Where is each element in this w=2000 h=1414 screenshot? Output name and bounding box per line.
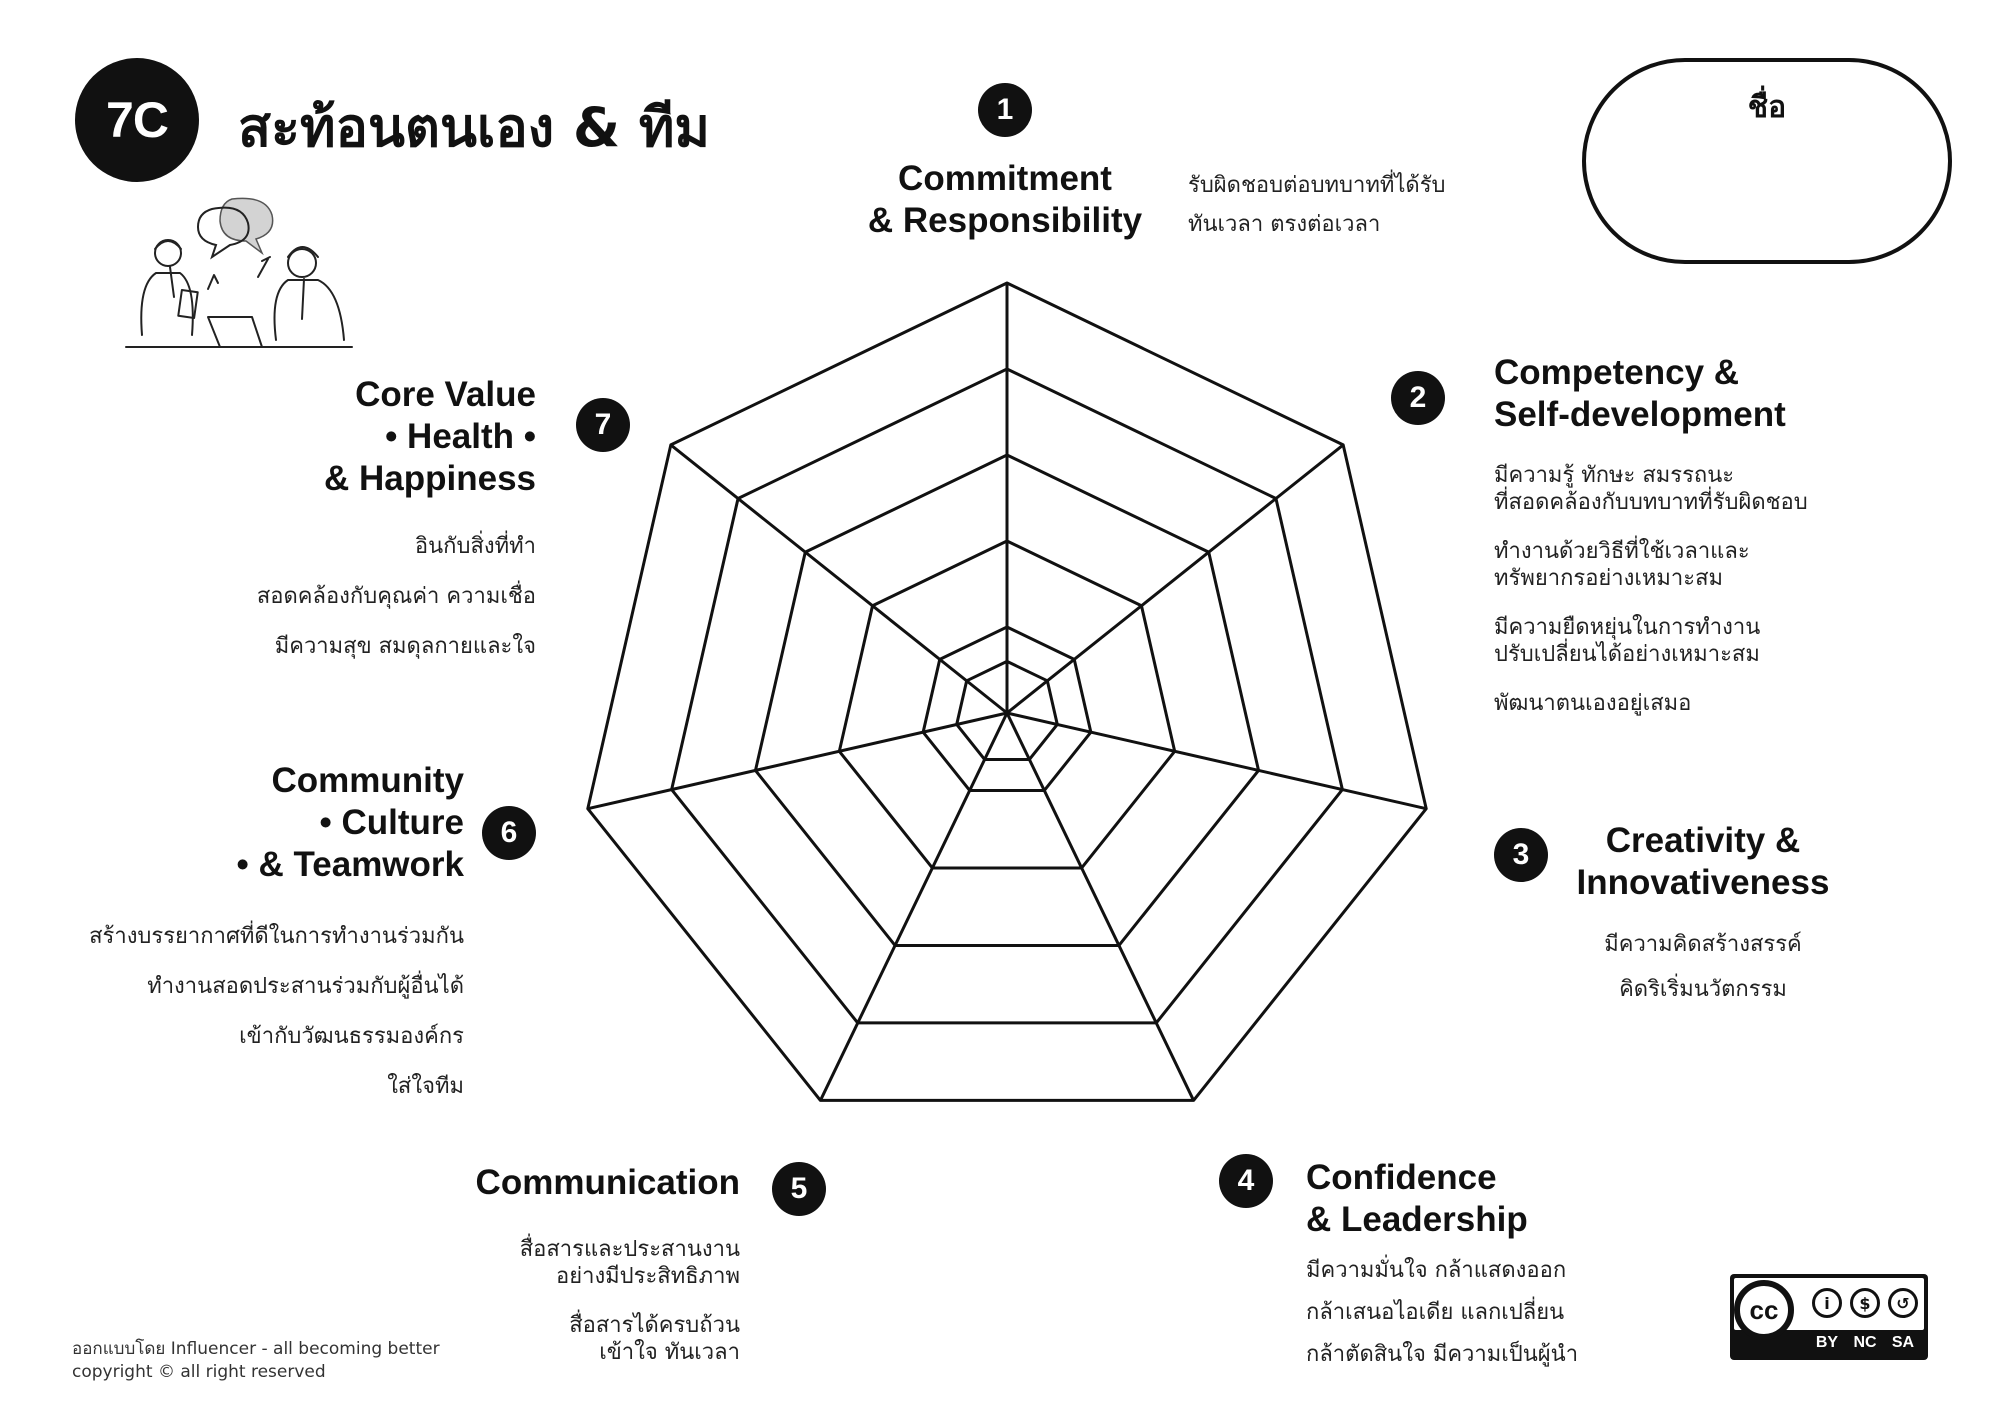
page-title: สะท้อนตนเอง & ทีม bbox=[238, 96, 711, 159]
item-1-number: 1 bbox=[978, 83, 1032, 137]
item-7-desc-line: มีความสุข สมดุลกายและใจ bbox=[274, 634, 536, 659]
radar-spoke bbox=[820, 713, 1007, 1100]
item-2-desc-line: ที่สอดคล้องกับบทบาทที่รับผิดชอบ bbox=[1494, 490, 1808, 515]
item-5-desc-line: อย่างมีประสิทธิภาพ bbox=[555, 1264, 740, 1289]
item-3-title-line: Innovativeness bbox=[1576, 863, 1830, 902]
copyright-line: copyright © all right reserved bbox=[72, 1362, 326, 1382]
item-2-desc-line: ปรับเปลี่ยนได้อย่างเหมาะสม bbox=[1494, 642, 1760, 667]
license-sa-label: SA bbox=[1891, 1334, 1915, 1351]
sa-icon: ↺ bbox=[1888, 1288, 1918, 1318]
item-7-title-line: & Happiness bbox=[324, 459, 536, 498]
item-1-title-line: Commitment bbox=[898, 159, 1112, 198]
item-3-title-line: Creativity & bbox=[1605, 821, 1801, 860]
item-2-desc-line: มีความยืดหยุ่นในการทำงาน bbox=[1494, 615, 1761, 640]
item-6-title-line: Community bbox=[271, 761, 464, 800]
item-6-number: 6 bbox=[482, 806, 536, 860]
item-5-desc-line: สื่อสารได้ครบถ้วน bbox=[569, 1313, 740, 1338]
item-3-desc-line: คิดริเริ่มนวัตกรรม bbox=[1619, 977, 1787, 1002]
item-2-description bbox=[1494, 462, 1808, 717]
item-7-title-line: • Health • bbox=[385, 417, 536, 456]
item-7-title bbox=[236, 374, 536, 500]
item-7-desc-line: สอดคล้องกับคุณค่า ความเชื่อ bbox=[256, 584, 536, 609]
item-6-desc-line: สร้างบรรยากาศที่ดีในการทำงานร่วมกัน bbox=[89, 924, 464, 949]
radar-spoke bbox=[1007, 713, 1194, 1100]
item-6-title bbox=[160, 760, 464, 886]
item-5-desc-line: เข้าใจ ทันเวลา bbox=[599, 1340, 740, 1365]
radar-spoke bbox=[1007, 445, 1343, 713]
cc-logo-icon: cc bbox=[1734, 1280, 1794, 1340]
item-2-title-line: Competency & bbox=[1494, 353, 1740, 392]
radar-spoke bbox=[1007, 713, 1426, 809]
item-4-title-line: & Leadership bbox=[1306, 1200, 1528, 1239]
item-7-title-line: Core Value bbox=[355, 375, 536, 414]
name-label: ชื่อ bbox=[1747, 90, 1787, 125]
item-4-desc-line: มีความมั่นใจ กล้าแสดงออก bbox=[1306, 1258, 1567, 1283]
item-6-description bbox=[40, 912, 464, 1112]
item-5-description bbox=[440, 1236, 740, 1366]
item-2-title-line: Self-development bbox=[1494, 395, 1786, 434]
nc-icon: $ bbox=[1850, 1288, 1880, 1318]
item-1-desc-line: รับผิดชอบต่อบทบาทที่ได้รับ bbox=[1188, 173, 1446, 198]
item-7-description bbox=[200, 522, 536, 672]
item-4-description bbox=[1306, 1250, 1578, 1376]
item-1-title-line: & Responsibility bbox=[867, 201, 1143, 240]
item-2-title bbox=[1494, 352, 1786, 436]
item-2-desc-line: ทำงานด้วยวิธีที่ใช้เวลาและ bbox=[1494, 539, 1750, 564]
item-3-title bbox=[1548, 820, 1858, 904]
item-5-title bbox=[440, 1162, 740, 1204]
item-2-desc-line: ทรัพยากรอย่างเหมาะสม bbox=[1494, 566, 1724, 591]
license-by-label: BY bbox=[1815, 1334, 1839, 1351]
radar-spoke bbox=[671, 445, 1007, 713]
item-6-title-line: • & Teamwork bbox=[236, 845, 464, 884]
by-icon: i bbox=[1812, 1288, 1842, 1318]
item-1-desc-line: ทันเวลา ตรงต่อเวลา bbox=[1188, 212, 1381, 237]
item-5-desc-line: สื่อสารและประสานงาน bbox=[519, 1237, 740, 1262]
item-6-desc-line: ใส่ใจทีม bbox=[387, 1074, 464, 1099]
item-1-description bbox=[1188, 166, 1446, 244]
item-1-title bbox=[850, 158, 1160, 242]
item-3-description bbox=[1548, 922, 1858, 1012]
item-5-number: 5 bbox=[772, 1162, 826, 1216]
cc-license-badge bbox=[1730, 1274, 1928, 1360]
credit-line: ออกแบบโดย Influencer - all becoming better bbox=[72, 1339, 440, 1359]
item-4-title bbox=[1306, 1157, 1528, 1241]
7c-badge: 7C bbox=[75, 58, 199, 182]
item-2-number: 2 bbox=[1391, 371, 1445, 425]
license-nc-label: NC bbox=[1853, 1334, 1877, 1351]
item-7-number: 7 bbox=[576, 398, 630, 452]
item-6-title-line: • Culture bbox=[319, 803, 464, 842]
item-2-desc-line: พัฒนาตนเองอยู่เสมอ bbox=[1494, 691, 1692, 716]
item-3-desc-line: มีความคิดสร้างสรรค์ bbox=[1604, 932, 1802, 957]
item-4-desc-line: กล้าเสนอไอเดีย แลกเปลี่ยน bbox=[1306, 1300, 1565, 1325]
item-4-title-line: Confidence bbox=[1306, 1158, 1497, 1197]
item-6-desc-line: ทำงานสอดประสานร่วมกับผู้อื่นได้ bbox=[147, 974, 464, 999]
item-4-desc-line: กล้าตัดสินใจ มีความเป็นผู้นำ bbox=[1306, 1342, 1579, 1367]
credit-footer bbox=[72, 1338, 440, 1384]
item-5-title-line: Communication bbox=[475, 1163, 740, 1202]
item-4-number: 4 bbox=[1219, 1154, 1273, 1208]
item-7-desc-line: อินกับสิ่งที่ทำ bbox=[414, 534, 536, 559]
item-2-desc-line: มีความรู้ ทักษะ สมรรถนะ bbox=[1494, 463, 1735, 488]
item-6-desc-line: เข้ากับวัฒนธรรมองค์กร bbox=[239, 1024, 464, 1049]
radar-spoke bbox=[588, 713, 1007, 809]
item-3-number: 3 bbox=[1494, 828, 1548, 882]
